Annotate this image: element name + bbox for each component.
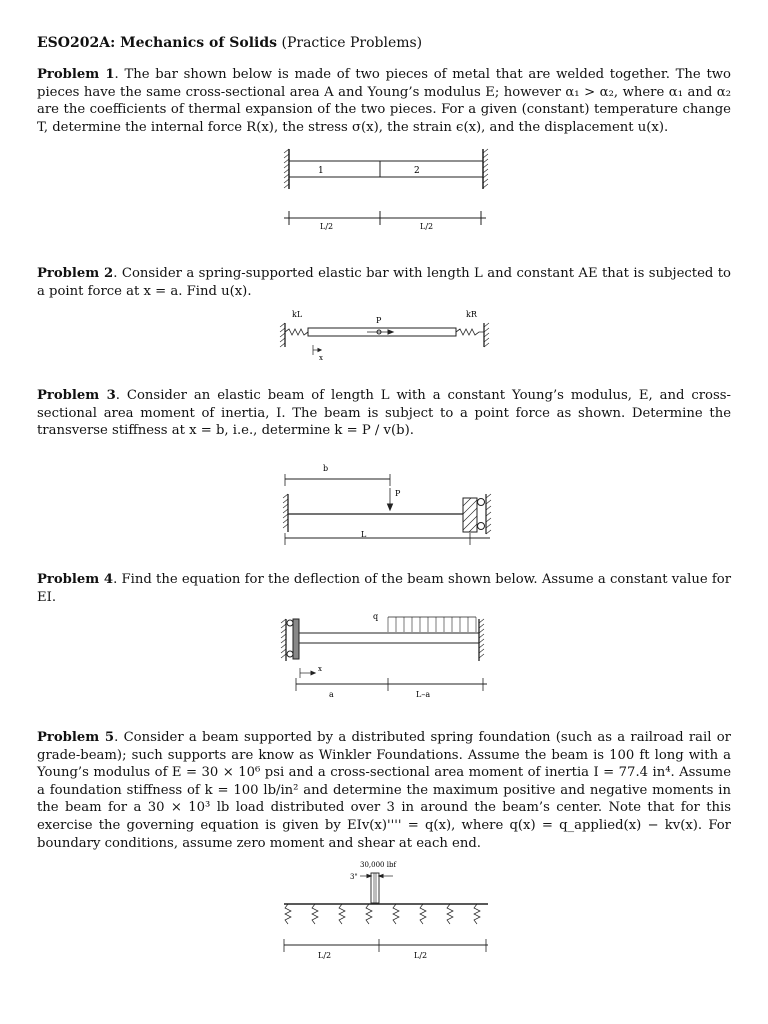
- dim-left-label: L/2: [318, 951, 332, 960]
- k-right-label: kR: [466, 310, 477, 319]
- problem-4-figure: [278, 605, 493, 700]
- piece-1-label: 1: [318, 166, 324, 176]
- problem-5-figure: [278, 856, 493, 962]
- problem-4-label: Problem 4: [37, 572, 114, 587]
- dim-b-label: b: [323, 464, 329, 473]
- problem-1-text: . The bar shown below is made of two pieces of metal that are welded together. The two pieces have the same cross-sectional area A and Young’s modulus E; however α₁ > α₂, where α₁ and α₂ are the coefficients of thermal expansion of the two pieces. For a given (constant) temperature change T, determine the internal force R(x), the stress σ(x), the strain ϵ(x), and the displacement u(x).: [37, 67, 731, 135]
- problem-5-label: Problem 5: [37, 730, 115, 745]
- dim-left-label: L/2: [320, 222, 334, 231]
- dim-right-label: L/2: [414, 951, 428, 960]
- dim-right-label: L/2: [420, 222, 434, 231]
- problem-4-text: . Find the equation for the deflection of the beam shown below. Assume a constant value for EI.: [37, 572, 731, 605]
- header-subtitle: (Practice Problems): [281, 35, 423, 51]
- piece-2-label: 2: [414, 166, 420, 176]
- problem-4: [37, 571, 731, 606]
- course-title: ESO202A: Mechanics of Solids: [37, 35, 278, 51]
- problem-5-text: . Consider a beam supported by a distributed spring foundation (such as a railroad rail or grade-beam); such supports are know as Winkler Foundations. Assume the beam is 100 ft long with a Young’s modulus of E = 30 × 10⁶ psi and a cross-sectional area moment of inertia I = 77.4 in⁴. Assume a foundation stiffness of k = 100 lb/in² and determine the maximum positive and negative moments in the beam for a 30 × 10³ lb load distributed over 3 in around the beam’s center. Note that for this exercise the governing equation is given by EIv(x)'''' = q(x), where q(x) = q_applied(x) − kv(x). For boundary conditions, assume zero moment and shear at each end.: [37, 730, 731, 851]
- page-header: [37, 35, 422, 51]
- problem-3: [37, 387, 731, 440]
- problem-1-figure: [270, 145, 500, 235]
- problem-3-figure: [275, 458, 500, 550]
- load-q-label: q: [373, 612, 379, 621]
- force-p-label: P: [376, 316, 382, 325]
- problem-2-figure: [275, 305, 495, 365]
- problem-1: [37, 66, 731, 136]
- coord-x-label: x: [318, 665, 322, 673]
- dim-a-label: a: [329, 690, 334, 699]
- problem-3-text: . Consider an elastic beam of length L with a constant Young’s modulus, E, and cross-sectional area moment of inertia, I. The beam is subject to a point force as shown. Determine the transverse stiffness at x = b, i.e., determine k = P / v(b).: [37, 388, 731, 439]
- dim-l-label: L: [361, 530, 367, 539]
- force-p-label: P: [395, 489, 401, 498]
- problem-1-label: Problem 1: [37, 67, 115, 82]
- load-label: 30,000 lbf: [360, 861, 397, 869]
- coord-x-label: x: [319, 354, 323, 362]
- problem-5: [37, 729, 731, 852]
- k-left-label: kL: [292, 310, 303, 319]
- problem-2-label: Problem 2: [37, 266, 114, 281]
- problem-2-text: . Consider a spring-supported elastic bar with length L and constant AE that is subjected to a point force at x = a. Find u(x).: [37, 266, 731, 299]
- problem-3-label: Problem 3: [37, 388, 116, 403]
- problem-2: [37, 265, 731, 300]
- dim-rest-label: L–a: [416, 690, 431, 699]
- load-width-label: 3": [350, 873, 358, 881]
